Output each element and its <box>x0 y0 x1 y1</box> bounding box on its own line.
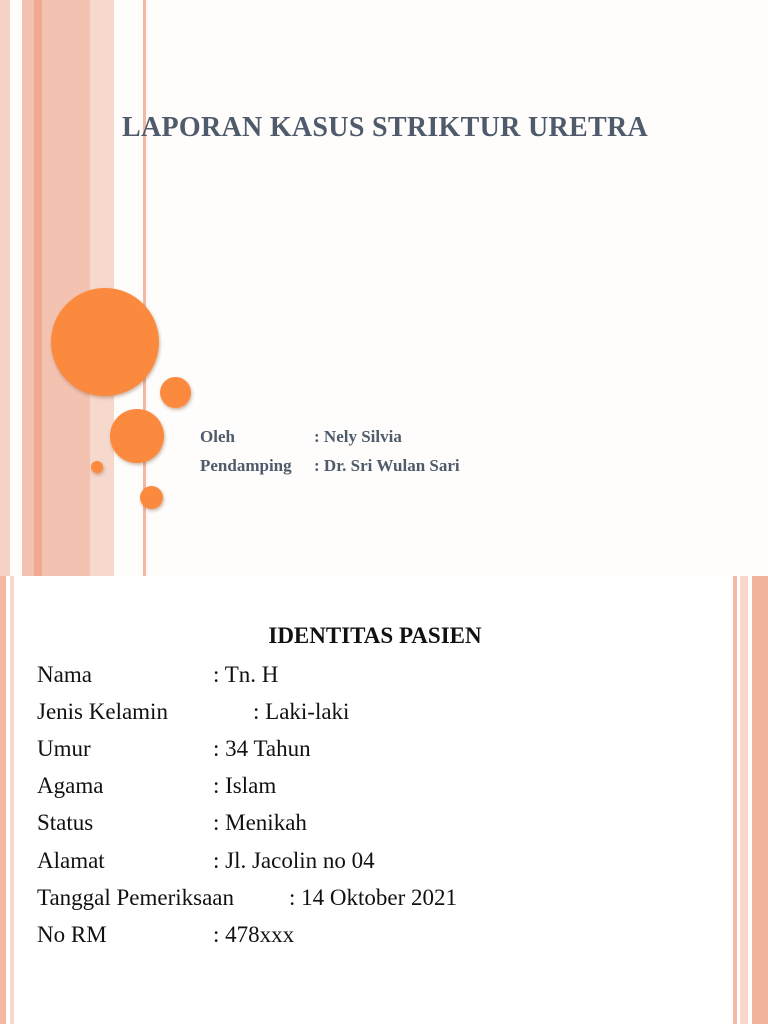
field-value: : Menikah <box>213 810 307 835</box>
field-label: Alamat <box>37 848 105 873</box>
decorative-circle <box>91 461 103 473</box>
presenter-label: Oleh <box>200 427 235 446</box>
field-value: : Islam <box>213 773 277 798</box>
decorative-circle-large <box>51 288 159 396</box>
field-value: : Laki-laki <box>253 699 350 724</box>
section-title: IDENTITAS PASIEN <box>268 623 482 648</box>
field-value: : 478xxx <box>213 922 295 947</box>
field-label: No RM <box>37 922 107 947</box>
field-label: Tanggal Pemeriksaan <box>37 885 235 910</box>
field-value: : 14 Oktober 2021 <box>289 885 458 910</box>
decorative-circle <box>160 377 191 408</box>
decorative-band <box>0 0 10 576</box>
decorative-band <box>34 0 42 576</box>
advisor-label: Pendamping <box>200 456 292 475</box>
decorative-circle <box>140 486 163 509</box>
presenter-value: : Nely Silvia <box>314 427 402 446</box>
advisor-value: : Dr. Sri Wulan Sari <box>314 456 460 475</box>
decorative-circle <box>110 409 164 463</box>
field-label: Jenis Kelamin <box>37 699 168 724</box>
decorative-band <box>752 576 768 1024</box>
field-label: Agama <box>37 773 104 798</box>
patient-identity-slide <box>0 576 768 1024</box>
field-value: : 34 Tahun <box>213 736 311 761</box>
field-label: Status <box>37 810 94 835</box>
field-value: : Tn. H <box>213 662 279 687</box>
slide-title: LAPORAN KASUS STRIKTUR URETRA <box>121 112 648 143</box>
field-label: Umur <box>37 736 91 761</box>
field-value: : Jl. Jacolin no 04 <box>213 848 375 873</box>
field-label: Nama <box>37 662 92 687</box>
